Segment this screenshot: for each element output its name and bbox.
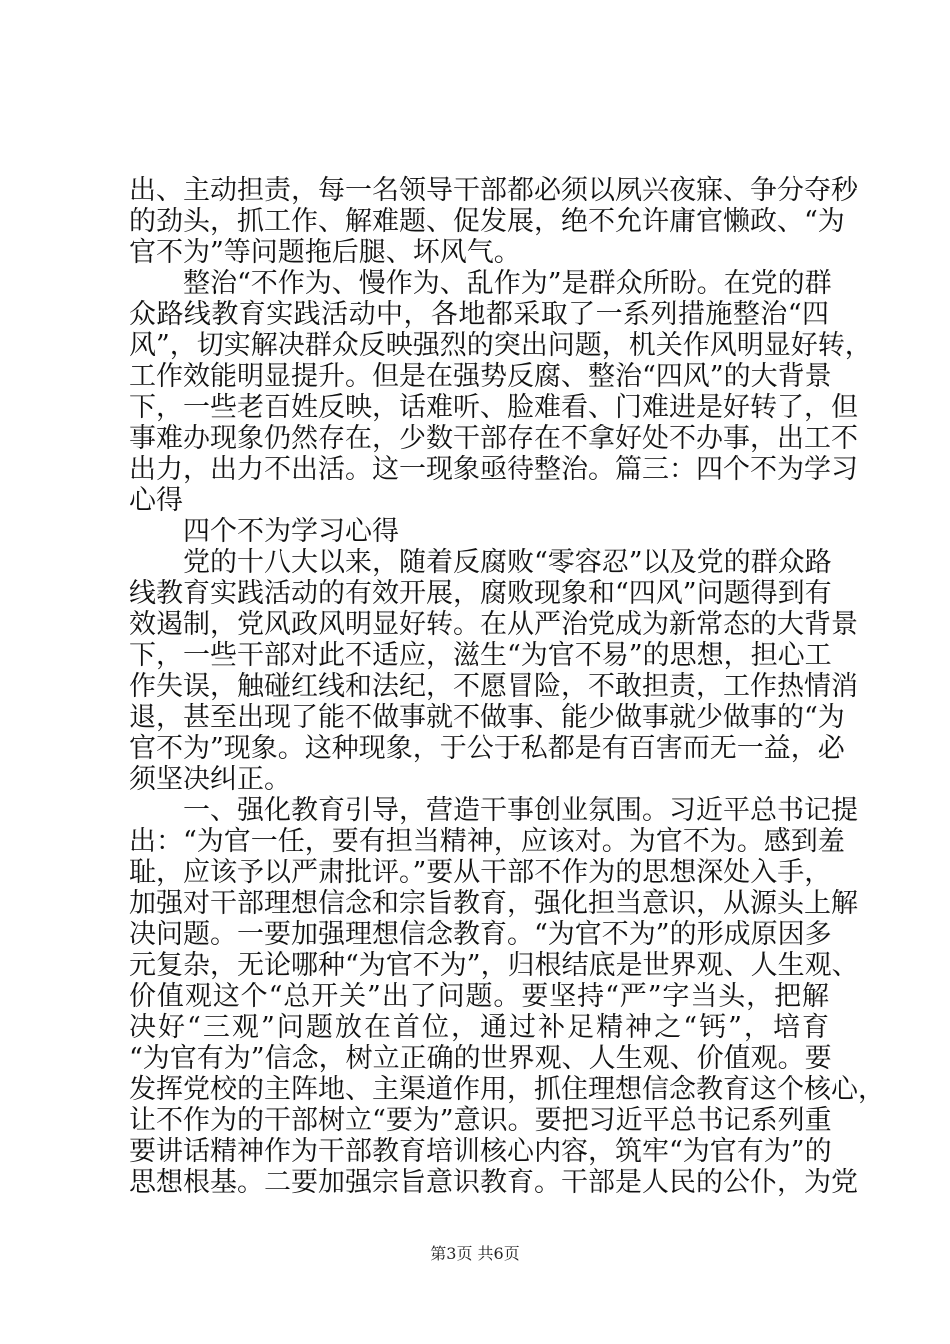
- text-line: 思想根基。二要加强宗旨意识教育。干部是人民的公仆，为党: [129, 1167, 858, 1198]
- text-line: 价值观这个“总开关”出了问题。要坚持“严”字当头，把解: [129, 981, 829, 1012]
- page-number-footer: 第3页 共6页: [430, 1244, 520, 1263]
- text-line: 官不为”等问题拖后腿、坏风气。: [129, 237, 521, 268]
- text-line: 工作效能明显提升。但是在强势反腐、整治“四风”的大背景: [129, 361, 832, 392]
- text-line: 作失误，触碰红线和法纪，不愿冒险，不敢担责，工作热情消: [129, 671, 858, 702]
- text-line: 要讲话精神作为干部教育培训核心内容，筑牢“为官有为”的: [129, 1136, 832, 1167]
- text-line: 出：“为官一任，要有担当精神，应该对。为官不为。感到羞: [129, 826, 845, 857]
- section-heading: 四个不为学习心得: [183, 516, 399, 547]
- text-line: 元复杂，无论哪种“为官不为”，归根结底是世界观、人生观、: [129, 950, 859, 981]
- text-line: 退，甚至出现了能不做事就不做事、能少做事就少做事的“为: [129, 702, 845, 733]
- paragraph-first-line: 党的十八大以来，随着反腐败“零容忍”以及党的群众路: [183, 547, 832, 578]
- text-line: 决好“三观”问题放在首位，通过补足精神之“钙”，培育: [129, 1012, 829, 1043]
- text-line: 线教育实践活动的有效开展，腐败现象和“四风”问题得到有: [129, 578, 832, 609]
- paragraph-first-line: 整治“不作为、慢作为、乱作为”是群众所盼。在党的群: [183, 268, 832, 299]
- text-line: 出、主动担责，每一名领导干部都必须以夙兴夜寐、争分夺秒: [129, 175, 858, 206]
- paragraph-first-line: 一、强化教育引导，营造干事创业氛围。习近平总书记提: [183, 795, 858, 826]
- text-line: 下，一些干部对此不适应，滋生“为官不易”的思想，担心工: [129, 640, 832, 671]
- text-line: 事难办现象仍然存在，少数干部存在不拿好处不办事，出工不: [129, 423, 858, 454]
- text-line: 效遏制，党风政风明显好转。在从严治党成为新常态的大背景: [129, 609, 858, 640]
- text-line: 的劲头，抓工作、解难题、促发展，绝不允许庸官懒政、“为: [129, 206, 845, 237]
- text-line: 风”，切实解决群众反映强烈的突出问题，机关作风明显好转，: [129, 330, 872, 361]
- text-line: 耻，应该予以严肃批评。”要从干部不作为的思想深处入手，: [129, 857, 832, 888]
- text-line: 下，一些老百姓反映，话难听、脸难看、门难进是好转了，但: [129, 392, 858, 423]
- text-line: 须坚决纠正。: [129, 764, 291, 795]
- text-line: 官不为”现象。这种现象，于公于私都是有百害而无一益，必: [129, 733, 845, 764]
- text-line: 众路线教育实践活动中，各地都采取了一系列措施整治“四: [129, 299, 829, 330]
- text-line: “为官有为”信念，树立正确的世界观、人生观、价值观。要: [129, 1043, 832, 1074]
- text-line: 决问题。一要加强理想信念教育。“为官不为”的形成原因多: [129, 919, 832, 950]
- text-line: 发挥党校的主阵地、主渠道作用，抓住理想信念教育这个核心，: [129, 1074, 885, 1105]
- text-line: 出力，出力不出活。这一现象亟待整治。篇三：四个不为学习: [129, 454, 858, 485]
- text-line: 让不作为的干部树立“要为”意识。要把习近平总书记系列重: [129, 1105, 832, 1136]
- text-line: 加强对干部理想信念和宗旨教育，强化担当意识，从源头上解: [129, 888, 858, 919]
- text-line: 心得: [129, 485, 183, 516]
